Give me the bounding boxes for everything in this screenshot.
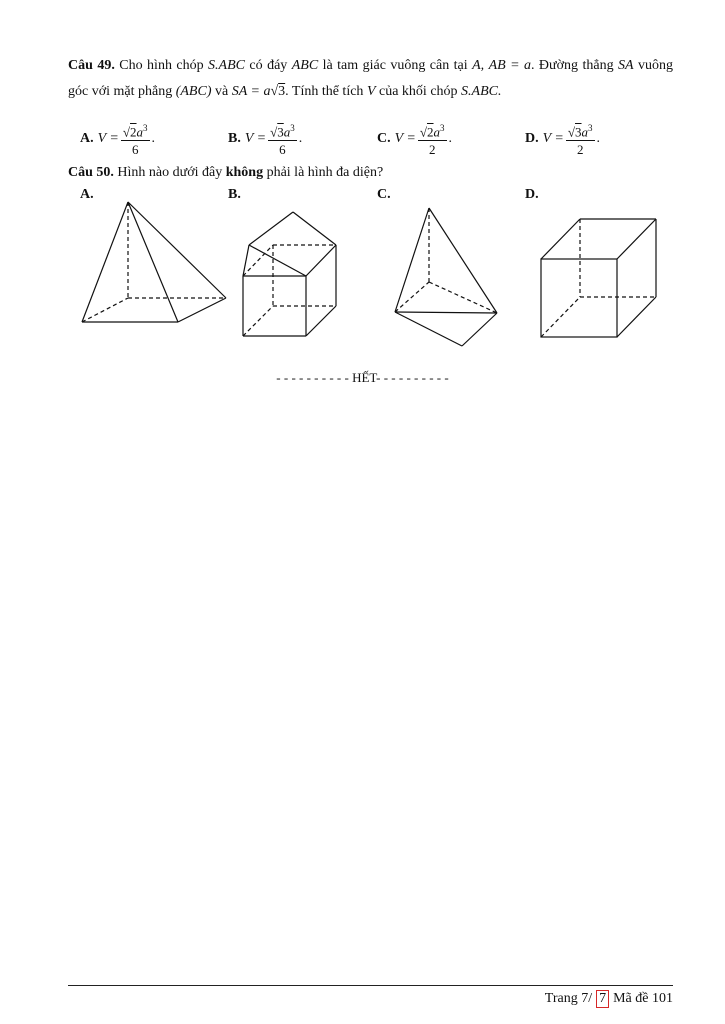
page-total: 7 (596, 990, 609, 1008)
figure-c-label: C. (377, 187, 391, 202)
root: 2 (130, 124, 137, 140)
denominator: 2 (428, 142, 436, 158)
figure-a-label: A. (80, 187, 94, 202)
q49-text: là tam giác vuông cân tại (322, 58, 468, 73)
question-49-label: Câu 49. (68, 58, 115, 73)
choice-fraction: $\frac{√3a^3}{6}$ (268, 120, 297, 158)
choice-label: D. (525, 131, 539, 146)
choice-lhs: V = (244, 131, 267, 146)
page-footer (545, 990, 673, 1008)
denominator: 2 (576, 142, 584, 158)
choice-b: B. V = $\frac{√3a^3}{6}$ . (228, 118, 302, 160)
denominator: 6 (279, 142, 286, 158)
q49-text: vuông góc với mặt phẳng (68, 58, 674, 99)
q49-text: . Đường thẳng (531, 58, 614, 73)
figure-b-label: B. (228, 187, 241, 202)
choice-lhs: V = (394, 131, 416, 146)
q49-text: và (214, 84, 229, 99)
q49-math: A, (472, 58, 485, 73)
choice-c: C. V = $\frac{√2a^3}{2}$ . (377, 118, 452, 160)
q49-math: S.ABC (208, 58, 245, 73)
end-marker: - - - - - - - - - - HẾT- - - - - - - - - - (276, 370, 449, 385)
q49-text: . Tính thể tích (285, 84, 364, 99)
question-49: Câu 49. Cho hình chóp S.ABC có đáy ABC là tam giác vuông cân tại A, AB = a. Đường thẳng SA vuông góc với mặt phẳng (ABC) và SA = a√3. Tính thể tích V của khối chóp S.ABC. (68, 58, 674, 99)
var: a (283, 124, 291, 140)
choice-label: A. (80, 131, 94, 146)
q49-math: (ABC) (175, 84, 212, 99)
root: 3 (277, 124, 284, 140)
q49-text: có đáy (249, 58, 288, 73)
q49-math: S.ABC. (461, 84, 502, 99)
q50-emphasis: không (225, 165, 264, 180)
q49-text: Cho hình chóp (119, 58, 204, 73)
choice-fraction: $\frac{√2a^3}{6}$ (121, 120, 150, 158)
figure-d-cube (0, 0, 725, 400)
choice-fraction: $\frac{√3a^3}{2}$ (566, 120, 595, 158)
page-prefix: Trang 7/ (544, 991, 593, 1006)
choice-d: D. V = $\frac{√3a^3}{2}$ . (525, 118, 600, 160)
choice-fraction: $\frac{√2a^3}{2}$ (418, 120, 447, 158)
choice-lhs: V = (542, 131, 564, 146)
var: a (433, 124, 441, 140)
q50-text: phải là hình đa diện? (266, 165, 384, 180)
question-50-label: Câu 50. (68, 165, 114, 180)
choice-lhs: V = (97, 131, 119, 146)
var: a (581, 124, 589, 140)
choice-label: B. (228, 131, 241, 146)
q49-math: SA = a (231, 84, 271, 99)
figure-d-label: D. (525, 187, 539, 202)
q49-math: SA (618, 58, 634, 73)
q49-math: ABC (291, 58, 319, 73)
root: 3 (575, 124, 582, 140)
q49-text: của khối chóp (379, 84, 458, 99)
q49-math: AB = a (488, 58, 531, 73)
q49-math: 3 (278, 84, 286, 99)
exam-code: Mã đề 101 (613, 991, 673, 1006)
root: 2 (427, 124, 434, 140)
choice-a: A. V = $\frac{√2a^3}{6}$ . (80, 118, 155, 160)
denominator: 6 (131, 142, 139, 158)
footer-divider (68, 985, 673, 986)
q50-text: Hình nào dưới đây (117, 165, 223, 180)
choice-label: C. (377, 131, 391, 146)
q49-math: V (366, 84, 376, 99)
var: a (136, 124, 144, 140)
